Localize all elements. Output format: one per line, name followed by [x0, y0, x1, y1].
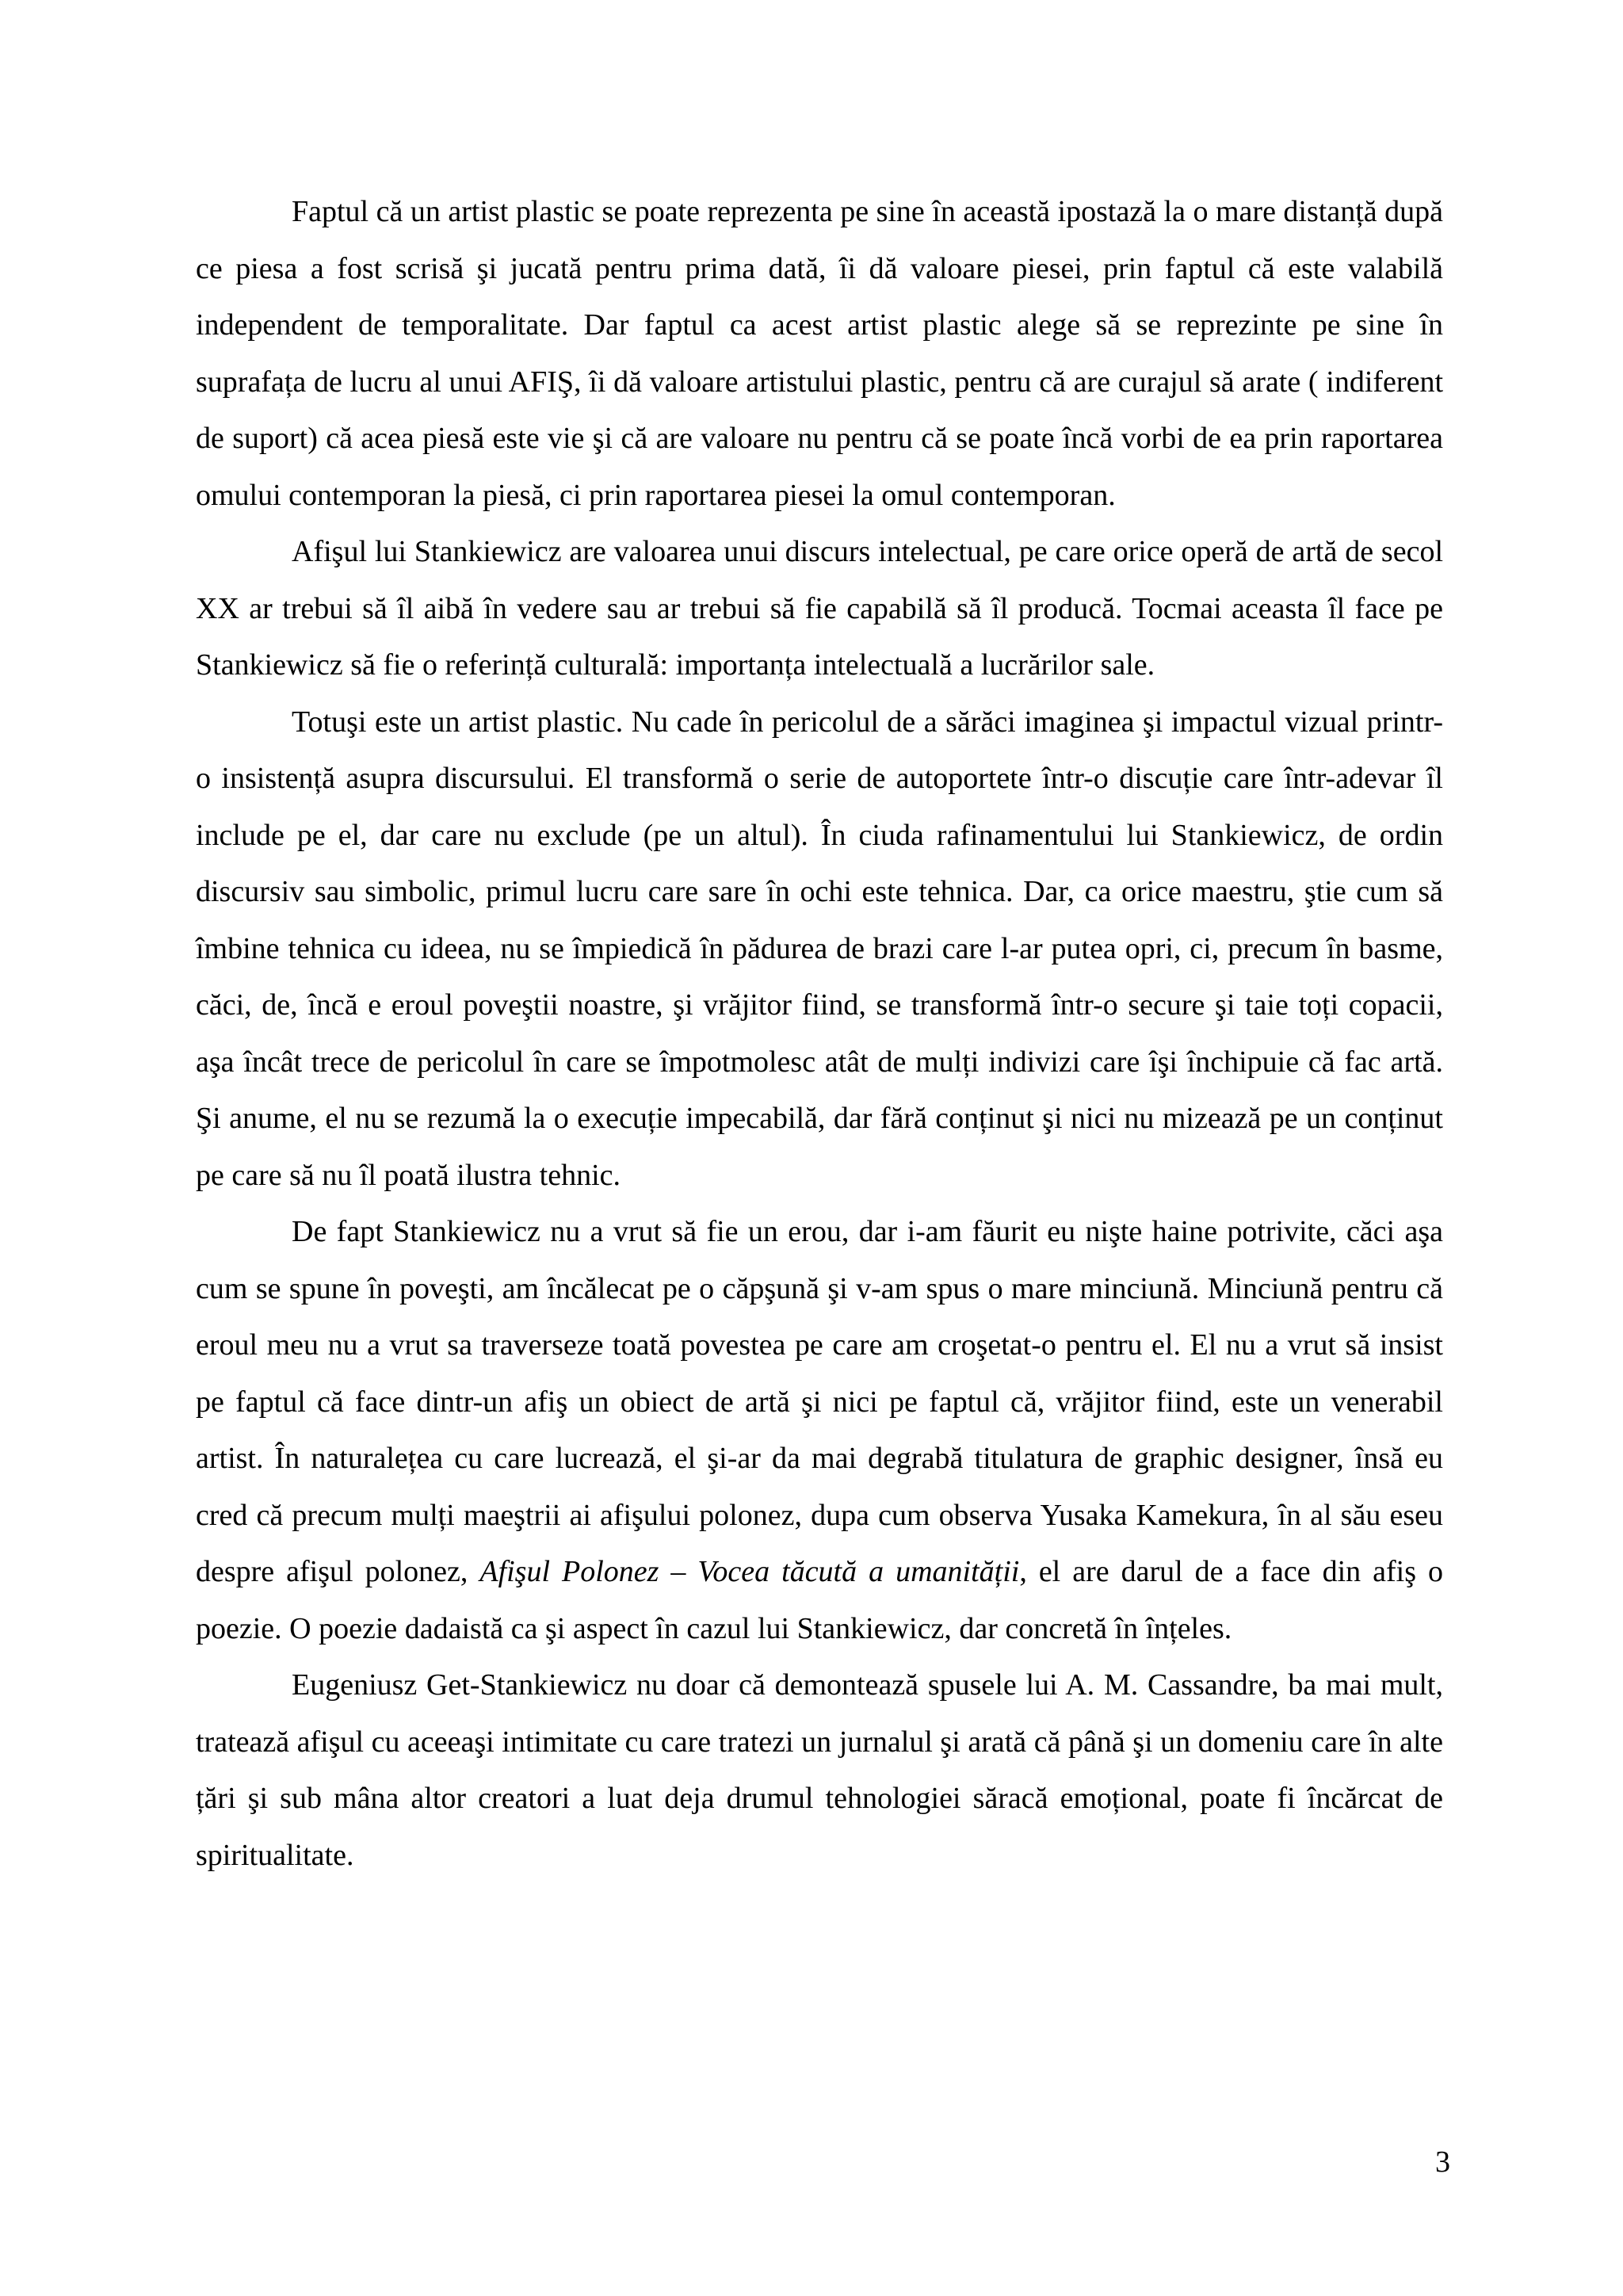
paragraph-3-text: Totuşi este un artist plastic. Nu cade în pericolul de a sărăci imaginea şi impactul vizual printr-o insistență asupra discursului. El transformă o serie de autoportete într-o discuție care într-adevar îl include pe el, dar care nu exclude (pe un altul). În ciuda rafinamentului lui Stankiewicz, de ordin discursiv sau simbolic, primul lucru care sare în ochi este tehnica. Dar, ca orice maestru, ştie cum să îmbine tehnica cu ideea, nu se împiedică în pădurea de brazi care l-ar putea opri, ci, precum în basme, căci, de, încă e eroul poveştii noastre, şi vrăjitor fiind, se transformă într-o secure şi taie toți copacii, aşa încât trece de pericolul în care se împotmolesc atât de mulți indivizi care îşi închipuie că fac artă. Şi anume, el nu se rezumă la o execuție impecabilă, dar fără conținut şi nici nu mizează pe un conținut pe care să nu îl poată ilustra tehnic. [196, 705, 1443, 1192]
paragraph-1 [196, 184, 1443, 524]
body-text [196, 184, 1443, 1884]
paragraph-4-italic-title: Afişul Polonez – Vocea tăcută a umanității [479, 1555, 1020, 1588]
paragraph-3 [196, 694, 1443, 1205]
paragraph-4-text-start: De fapt Stankiewicz nu a vrut să fie un erou, dar i-am făurit eu nişte haine potrivite, căci aşa cum se spune în poveşti, am încălecat pe o căpşună şi v-am spus o mare minciună. Minciună pentru că eroul meu nu a vrut sa traverseze toată povestea pe care am croşetat-o pentru el. El nu a vrut să insist pe faptul că face dintr-un afiş un obiect de artă şi nici pe faptul că, vrăjitor fiind, este un venerabil artist. În naturalețea cu care lucrează, el şi-ar da mai degrabă titulatura de graphic designer, însă eu cred că precum mulți maeştrii ai afişului polonez, dupa cum observa Yusaka Kamekura, în al său eseu despre afişul polonez, [196, 1215, 1443, 1588]
paragraph-4 [196, 1204, 1443, 1657]
paragraph-5 [196, 1657, 1443, 1884]
page-number: 3 [1435, 2145, 1450, 2179]
paragraph-5-text: Eugeniusz Get-Stankiewicz nu doar că demontează spusele lui A. M. Cassandre, ba mai mult, tratează afişul cu aceeaşi intimitate cu care tratezi un jurnalul şi arată că până şi un domeniu care în alte țări şi sub mâna altor creatori a luat deja drumul tehnologiei săracă emoțional, poate fi încărcat de spiritualitate. [196, 1668, 1443, 1872]
paragraph-1-text: Faptul că un artist plastic se poate reprezenta pe sine în această ipostază la o mare distanță după ce piesa a fost scrisă şi jucată pentru prima dată, îi dă valoare piesei, prin faptul că este valabilă independent de temporalitate. Dar faptul ca acest artist plastic alege să se reprezinte pe sine în suprafața de lucru al unui AFIŞ, îi dă valoare artistului plastic, pentru că are curajul să arate ( indiferent de suport) că acea piesă este vie şi că are valoare nu pentru că se poate încă vorbi de ea prin raportarea omului contemporan la piesă, ci prin raportarea piesei la omul contemporan. [196, 195, 1443, 512]
paragraph-2 [196, 524, 1443, 694]
paragraph-2-text: Afişul lui Stankiewicz are valoarea unui discurs intelectual, pe care orice operă de artă de secol XX ar trebui să îl aibă în vedere sau ar trebui să fie capabilă să îl producă. Tocmai aceasta îl face pe Stankiewicz să fie o referință culturală: importanța intelectuală a lucrărilor sale. [196, 535, 1443, 682]
paragraph-4-text-end: , el are darul de a face din afiş o poezie. O poezie dadaistă ca şi aspect în cazul lui Stankiewicz, dar concretă în înțeles. [196, 1555, 1444, 1645]
